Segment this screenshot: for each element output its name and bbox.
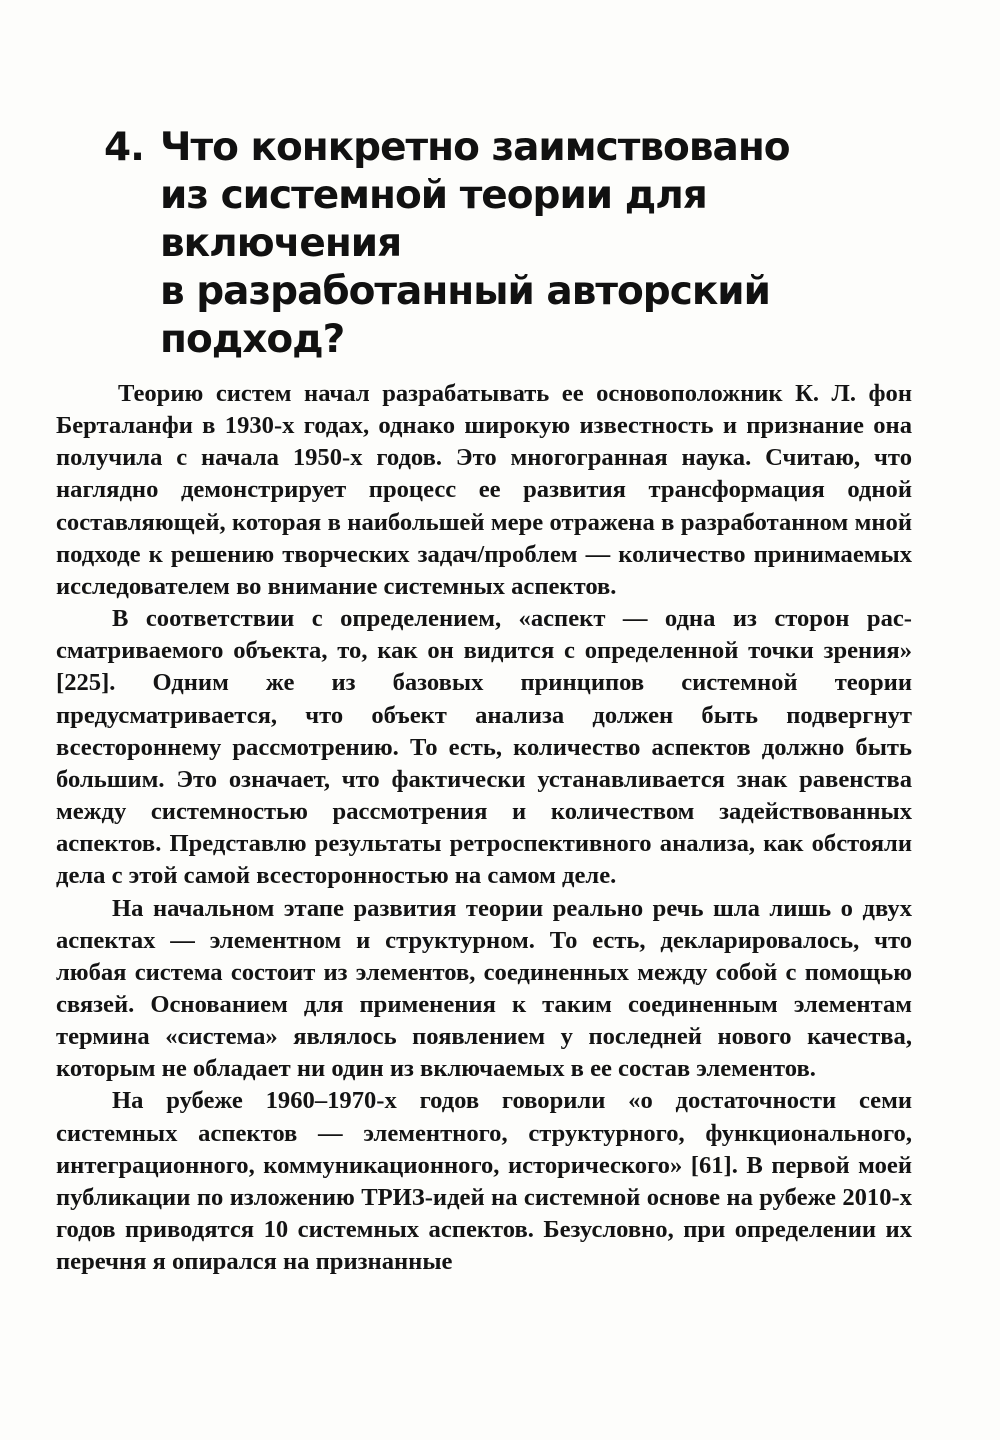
- paragraph: На начальном этапе развития теории реально речь шла лишь о двух аспектах — элементном и структурном. То есть, декларировалось, что любая система состоит из элементов, соединенных между собой с помощью связей. Основанием для применения к таким соединенным элементам термина «система» являлось появлением у последней нового качества, которым не обладает ни один из включаемых в ее состав элементов.: [56, 894, 912, 1083]
- heading-line-2: [104, 172, 904, 268]
- heading-line-3: [104, 268, 904, 364]
- paragraph: Теорию систем начал разрабатывать ее основоположник К. Л. фон Берталанфи в 1930-х годах, однако широкую известность и признание она получила с начала 1950-х годов. Это многогранная наука. Считаю, что наглядно демонстрирует процесс ее развития трансформация одной составляющей, которая в наибольшей мере отражена в разработанном мной подходе к решению творческих задач/проблем — количество принимаемых исследователем во внимание системных аспектов.: [56, 380, 912, 600]
- chapter-title-line: из системной теории для включения: [160, 173, 707, 266]
- chapter-number: 4.: [104, 125, 144, 170]
- paragraph: На рубеже 1960–1970-х годов говорили «о достаточности семи системных аспектов — элементного, структурного, функционального, интеграционного, коммуникационного, исторического» [61]. В первой моей публикации по изложению ТРИЗ-идей на системной основе на рубеже 2010-х годов приводятся 10 системных аспектов. Безусловно, при определении их перечня я опирался на признанные: [56, 1087, 912, 1276]
- chapter-title-line: в разработанный авторский подход?: [160, 269, 770, 362]
- heading-line-1: [104, 124, 904, 172]
- paragraph: В соответствии с определением, «аспект — одна из сторон рассматриваемого объекта, то, как он видится с определенной точки зрения» [225]. Одним же из базовых принципов системной теории предусматривается, что объект анализа должен быть подвергнут всестороннему рассмотрению. То есть, количество аспектов должно быть большим. Это означает, что фактически устанавливается знак равенства между системностью рассмотрения и количеством задействованных аспектов. Представлю результаты ретроспективного анализа, как обстояли дела с этой самой всесторонностью на самом деле.: [56, 605, 912, 890]
- body-text: [56, 378, 912, 1278]
- chapter-heading: [104, 124, 904, 364]
- chapter-title-line: Что конкретно заимствовано: [160, 125, 790, 170]
